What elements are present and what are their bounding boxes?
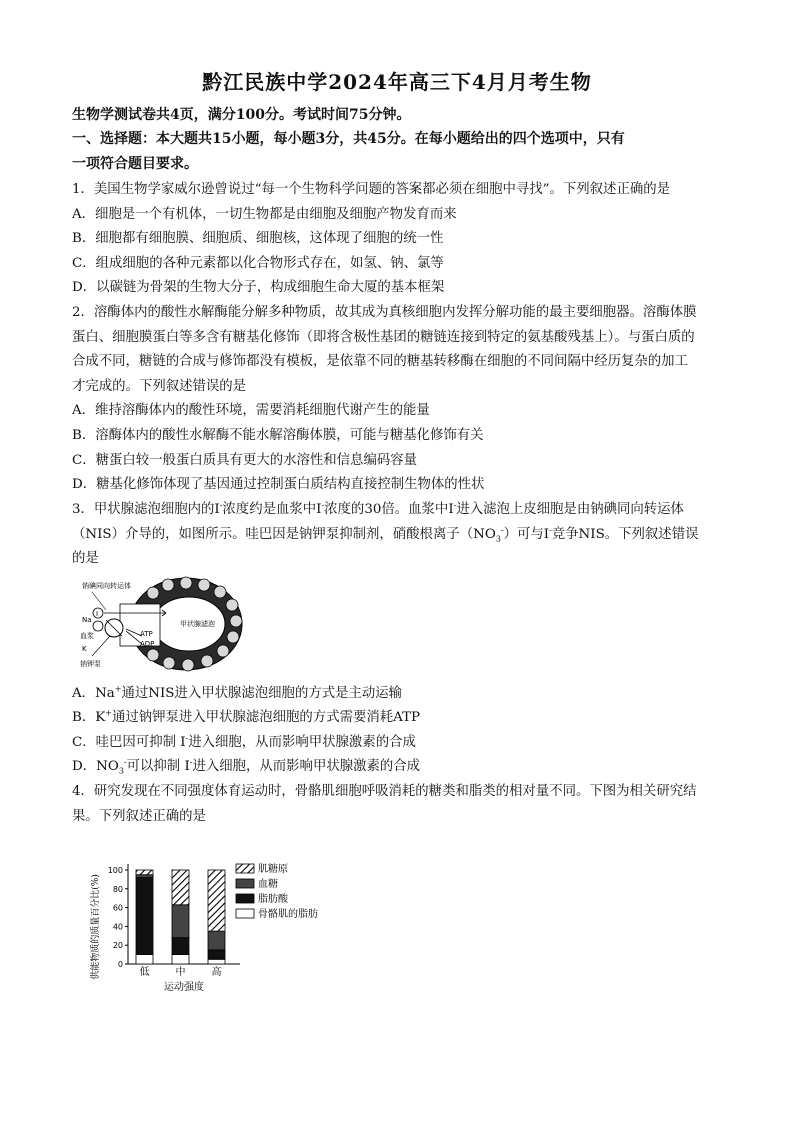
- q3-option-b: B．K+通过钠钾泵进入甲状腺滤泡细胞的方式需要消耗ATP: [72, 709, 421, 725]
- legend-label: 脂肪酸: [258, 894, 288, 905]
- x-tick-label: 中: [175, 967, 186, 978]
- legend-label: 血糖: [258, 879, 278, 890]
- k-label: K: [82, 645, 87, 653]
- q2-option-d: D．糖基化修饰体现了基因通过控制蛋白质结构直接控制生物体的性状: [72, 477, 485, 492]
- y-tick-label: 0: [117, 960, 123, 969]
- q3-stem-1: 3．甲状腺滤泡细胞内的I-浓度约是血浆中I-浓度的30倍。血浆中I-进入滤泡上皮细胞是由钠碘同向转运体: [72, 501, 684, 517]
- bar-segment: [136, 955, 153, 964]
- bar-segment: [208, 870, 225, 931]
- legend-swatch: [236, 879, 254, 888]
- bar-segment: [208, 950, 225, 959]
- q3-stem-2: （NIS）介导的，如图所示。哇巴因是钠钾泵抑制剂，硝酸根离子$(NO_3^-)$可与I-竞争NIS。下列叙述错误: [72, 526, 699, 544]
- legend-swatch: [236, 864, 254, 873]
- follicle-label: 甲状腺滤泡: [180, 620, 215, 628]
- adp-label: ADP: [140, 640, 155, 648]
- q3-option-c: C．哇巴因可抑制 I-进入细胞，从而影响甲状腺激素的合成: [72, 734, 416, 750]
- q4-stem-2: 果。下列叙述正确的是: [72, 809, 206, 824]
- na-label: Na: [82, 616, 92, 624]
- q2-stem-2: 蛋白、细胞膜蛋白等多含有糖基化修饰（即将含极性基团的糖链连接到特定的氨基酸残基上）。与蛋白质的: [72, 330, 695, 345]
- q2-stem-1: 2．溶酶体内的酸性水解酶能分解多种物质，故其成为真核细胞内发挥分解功能的最主要细胞器。溶酶体膜: [72, 305, 697, 320]
- bar-segment: [172, 938, 189, 955]
- legend-label: 骨骼肌的脂肪: [258, 909, 318, 920]
- y-tick-label: 40: [112, 922, 123, 932]
- y-tick-label: 100: [107, 866, 123, 875]
- bar-segment: [172, 955, 189, 964]
- bar-segment: [136, 870, 153, 875]
- legend-label: 肌糖原: [258, 864, 288, 875]
- transporter-label: 钠碘同向转运体: [82, 582, 131, 590]
- iodide-symbol: I: [96, 610, 99, 618]
- pump-label: 钠钾泵: [80, 660, 101, 668]
- q2-stem-4: 才完成的。下列叙述错误的是: [72, 379, 247, 394]
- page-title: 黔江民族中学2024年高三下4月月考生物: [202, 70, 592, 94]
- legend-swatch: [236, 909, 254, 918]
- q3-option-d: D．$NO_3^-$可以抑制 I-进入细胞，从而影响甲状腺激素的合成: [72, 758, 421, 776]
- bar-segment: [172, 870, 189, 905]
- q1-option-d: D．以碳链为骨架的生物大分子，构成细胞生命大厦的基本框架: [72, 280, 445, 295]
- q1-option-a: A．细胞是一个有机体，一切生物都是由细胞及细胞产物发育而来: [72, 207, 457, 222]
- y-tick-label: 20: [112, 941, 123, 951]
- x-tick-label: 低: [139, 967, 150, 978]
- bar-segment: [172, 905, 189, 938]
- energy-source-chart: [84, 838, 344, 1008]
- q3-option-a: A．Na+通过NIS进入甲状腺滤泡细胞的方式是主动运输: [72, 685, 403, 701]
- bar-segment: [136, 875, 153, 878]
- q2-option-c: C．糖蛋白较一般蛋白质具有更大的水溶性和信息编码容量: [72, 453, 418, 468]
- bar-segment: [136, 878, 153, 955]
- x-axis-label: 运动强度: [164, 982, 204, 993]
- y-axis-label: 供能物质的质量百分比(%): [91, 874, 101, 980]
- q2-option-b: B．溶酶体内的酸性水解酶不能水解溶酶体膜，可能与糖基化修饰有关: [72, 428, 484, 443]
- q2-stem-3: 合成不同，糖链的合成与修饰都没有模板，是依靠不同的糖基转移酶在细胞的不同间隔中经历复杂的加工: [72, 354, 688, 369]
- section-heading-line2: 一项符合题目要求。: [72, 156, 198, 172]
- q4-stem-1: 4．研究发现在不同强度体育运动时，骨骼肌细胞呼吸消耗的糖类和脂类的相对量不同。下图为相关研究结: [72, 784, 697, 799]
- q2-option-a: A．维持溶酶体内的酸性环境，需要消耗细胞代谢产生的能量: [72, 403, 430, 418]
- plasma-label: 血浆: [80, 632, 94, 640]
- thyroid-follicle-diagram: [76, 574, 246, 678]
- q3-stem-3: 的是: [72, 551, 99, 566]
- section-heading-line1: 一、选择题：本大题共15小题，每小题3分，共45分。在每小题给出的四个选项中，只有: [72, 131, 625, 147]
- atp-label: ATP: [140, 630, 153, 638]
- legend-swatch: [236, 894, 254, 903]
- exam-info: 生物学测试卷共4页，满分100分。考试时间75分钟。: [72, 107, 411, 123]
- q1-option-c: C．组成细胞的各种元素都以化合物形式存在，如氢、钠、氯等: [72, 256, 444, 271]
- bar-segment: [208, 959, 225, 964]
- q1-option-b: B．细胞都有细胞膜、细胞质、细胞核，这体现了细胞的统一性: [72, 231, 444, 246]
- y-tick-label: 80: [112, 884, 123, 894]
- x-tick-label: 高: [211, 967, 222, 978]
- bar-segment: [208, 931, 225, 950]
- q1-stem: 1．美国生物学家威尔逊曾说过“每一个生物科学问题的答案都必须在细胞中寻找”。下列叙述正确的是: [72, 182, 671, 197]
- y-tick-label: 60: [112, 903, 123, 913]
